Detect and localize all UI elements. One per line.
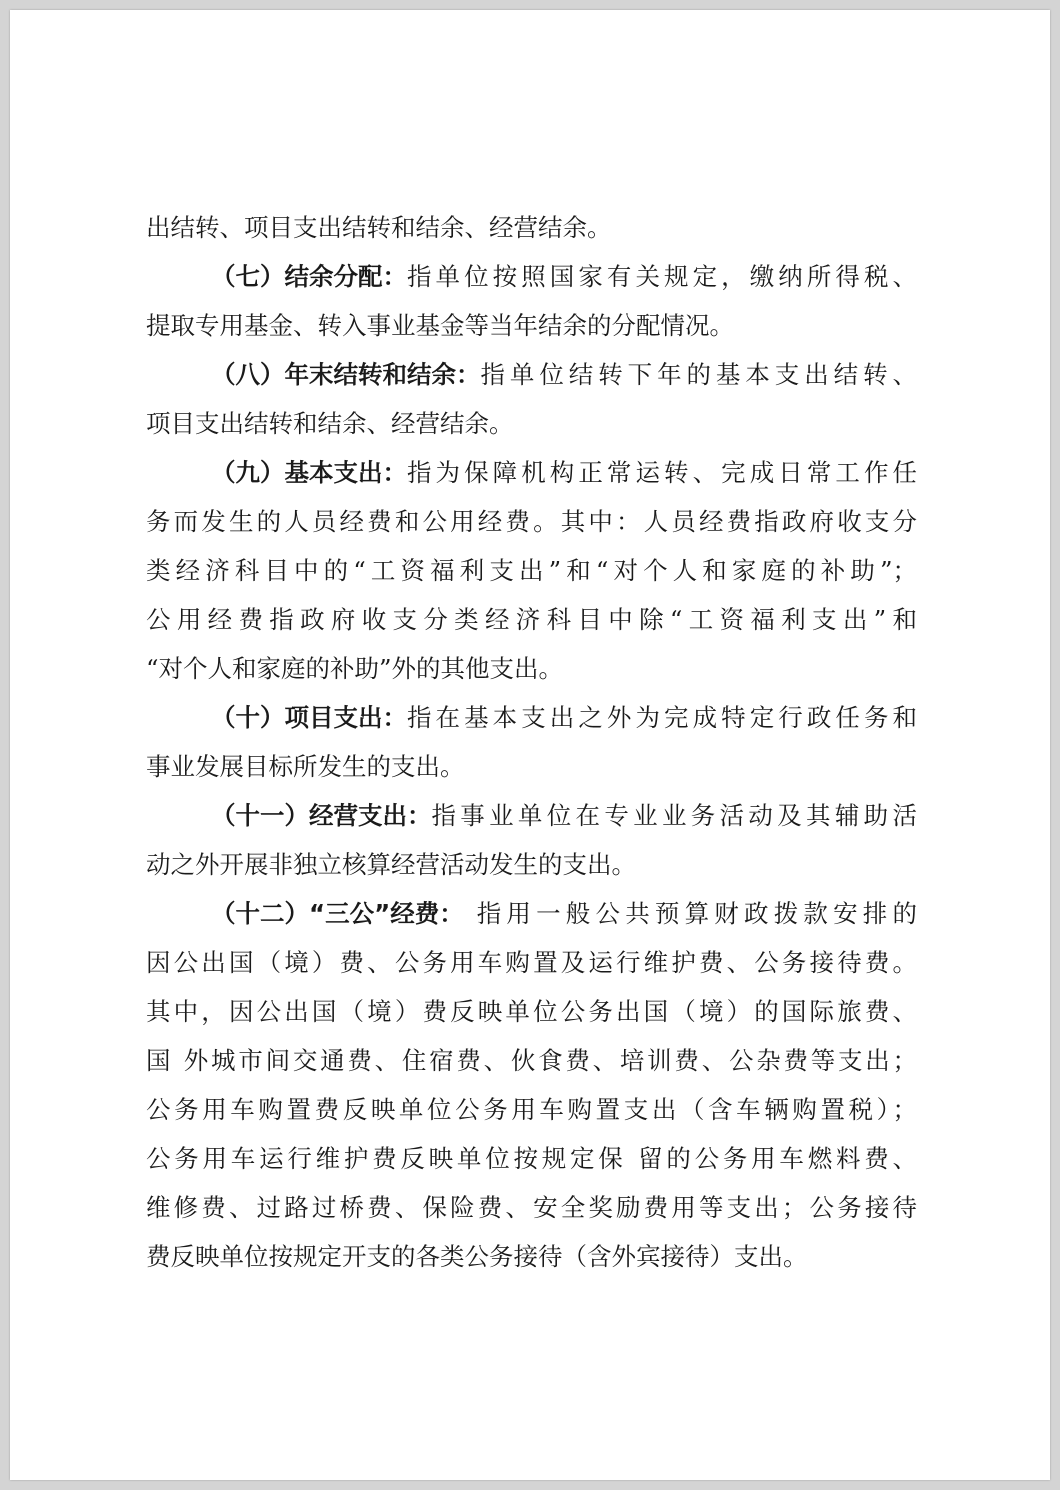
paragraph-text: 因公出国（境）费、公务用车购置及运行维护费、公务接待费。 bbox=[146, 948, 917, 977]
paragraph-text: 费反映单位按规定开支的各类公务接待（含外宾接待）支出。 bbox=[146, 1242, 808, 1271]
paragraph-text: 指为保障机构正常运转、完成日常工作任 bbox=[407, 458, 917, 487]
paragraph-4-line-1 bbox=[146, 742, 917, 791]
paragraph-5-line-0 bbox=[146, 791, 917, 840]
document-page bbox=[10, 10, 1050, 1480]
paragraph-4-line-0 bbox=[146, 693, 917, 742]
paragraph-heading: （十一）经营支出： bbox=[211, 801, 432, 830]
paragraph-text: 类经济科目中的“工资福利支出”和“对个人和家庭的补助”； bbox=[146, 556, 917, 585]
paragraph-text: 公务用车运行维护费反映单位按规定保 留的公务用车燃料费、 bbox=[146, 1144, 917, 1173]
paragraph-text: 公用经费指政府收支分类经济科目中除“工资福利支出”和 bbox=[146, 605, 917, 634]
paragraph-3-line-3 bbox=[146, 595, 917, 644]
paragraph-heading: （十二）“三公”经费： bbox=[211, 899, 464, 928]
paragraph-6-line-1 bbox=[146, 938, 917, 987]
paragraph-text: 提取专用基金、转入事业基金等当年结余的分配情况。 bbox=[146, 311, 734, 340]
paragraph-heading: （十）项目支出： bbox=[211, 703, 407, 732]
paragraph-text: 指单位结转下年的基本支出结转、 bbox=[480, 360, 917, 389]
paragraph-text: 指在基本支出之外为完成特定行政任务和 bbox=[407, 703, 917, 732]
paragraph-text: 务而发生的人员经费和公用经费。其中：人员经费指政府收支分 bbox=[146, 507, 917, 536]
paragraph-3-line-2 bbox=[146, 546, 917, 595]
paragraph-1-line-1 bbox=[146, 301, 917, 350]
paragraph-heading: （九）基本支出： bbox=[211, 458, 407, 487]
paragraph-3-line-0 bbox=[146, 448, 917, 497]
paragraph-2-line-1 bbox=[146, 399, 917, 448]
paragraph-0-line-0 bbox=[146, 203, 917, 252]
paragraph-text: 指用一般公共预算财政拨款安排的 bbox=[463, 899, 917, 928]
paragraph-text: 指事业单位在专业业务活动及其辅助活 bbox=[431, 801, 917, 830]
document-body bbox=[146, 203, 917, 1281]
paragraph-6-line-2 bbox=[146, 987, 917, 1036]
paragraph-heading: （八）年末结转和结余： bbox=[211, 360, 481, 389]
paragraph-6-line-5 bbox=[146, 1134, 917, 1183]
paragraph-text: 项目支出结转和结余、经营结余。 bbox=[146, 409, 514, 438]
paragraph-6-line-7 bbox=[146, 1232, 917, 1281]
paragraph-text: 公务用车购置费反映单位公务用车购置支出（含车辆购置税）； bbox=[146, 1095, 917, 1124]
paragraph-6-line-6 bbox=[146, 1183, 917, 1232]
paragraph-1-line-0 bbox=[146, 252, 917, 301]
paragraph-text: 维修费、过路过桥费、保险费、安全奖励费用等支出；公务接待 bbox=[146, 1193, 917, 1222]
paragraph-6-line-3 bbox=[146, 1036, 917, 1085]
paragraph-text: 国 外城市间交通费、住宿费、伙食费、培训费、公杂费等支出； bbox=[146, 1046, 917, 1075]
paragraph-text: 动之外开展非独立核算经营活动发生的支出。 bbox=[146, 850, 636, 879]
paragraph-text: 其中，因公出国（境）费反映单位公务出国（境）的国际旅费、 bbox=[146, 997, 917, 1026]
paragraph-5-line-1 bbox=[146, 840, 917, 889]
paragraph-heading: （七）结余分配： bbox=[211, 262, 407, 291]
paragraph-3-line-1 bbox=[146, 497, 917, 546]
paragraph-text: “对个人和家庭的补助”外的其他支出。 bbox=[146, 654, 564, 683]
paragraph-2-line-0 bbox=[146, 350, 917, 399]
paragraph-text: 事业发展目标所发生的支出。 bbox=[146, 752, 465, 781]
paragraph-6-line-4 bbox=[146, 1085, 917, 1134]
paragraph-6-line-0 bbox=[146, 889, 917, 938]
paragraph-3-line-4 bbox=[146, 644, 917, 693]
paragraph-text: 指单位按照国家有关规定，缴纳所得税、 bbox=[407, 262, 917, 291]
paragraph-text: 出结转、项目支出结转和结余、经营结余。 bbox=[146, 213, 612, 242]
